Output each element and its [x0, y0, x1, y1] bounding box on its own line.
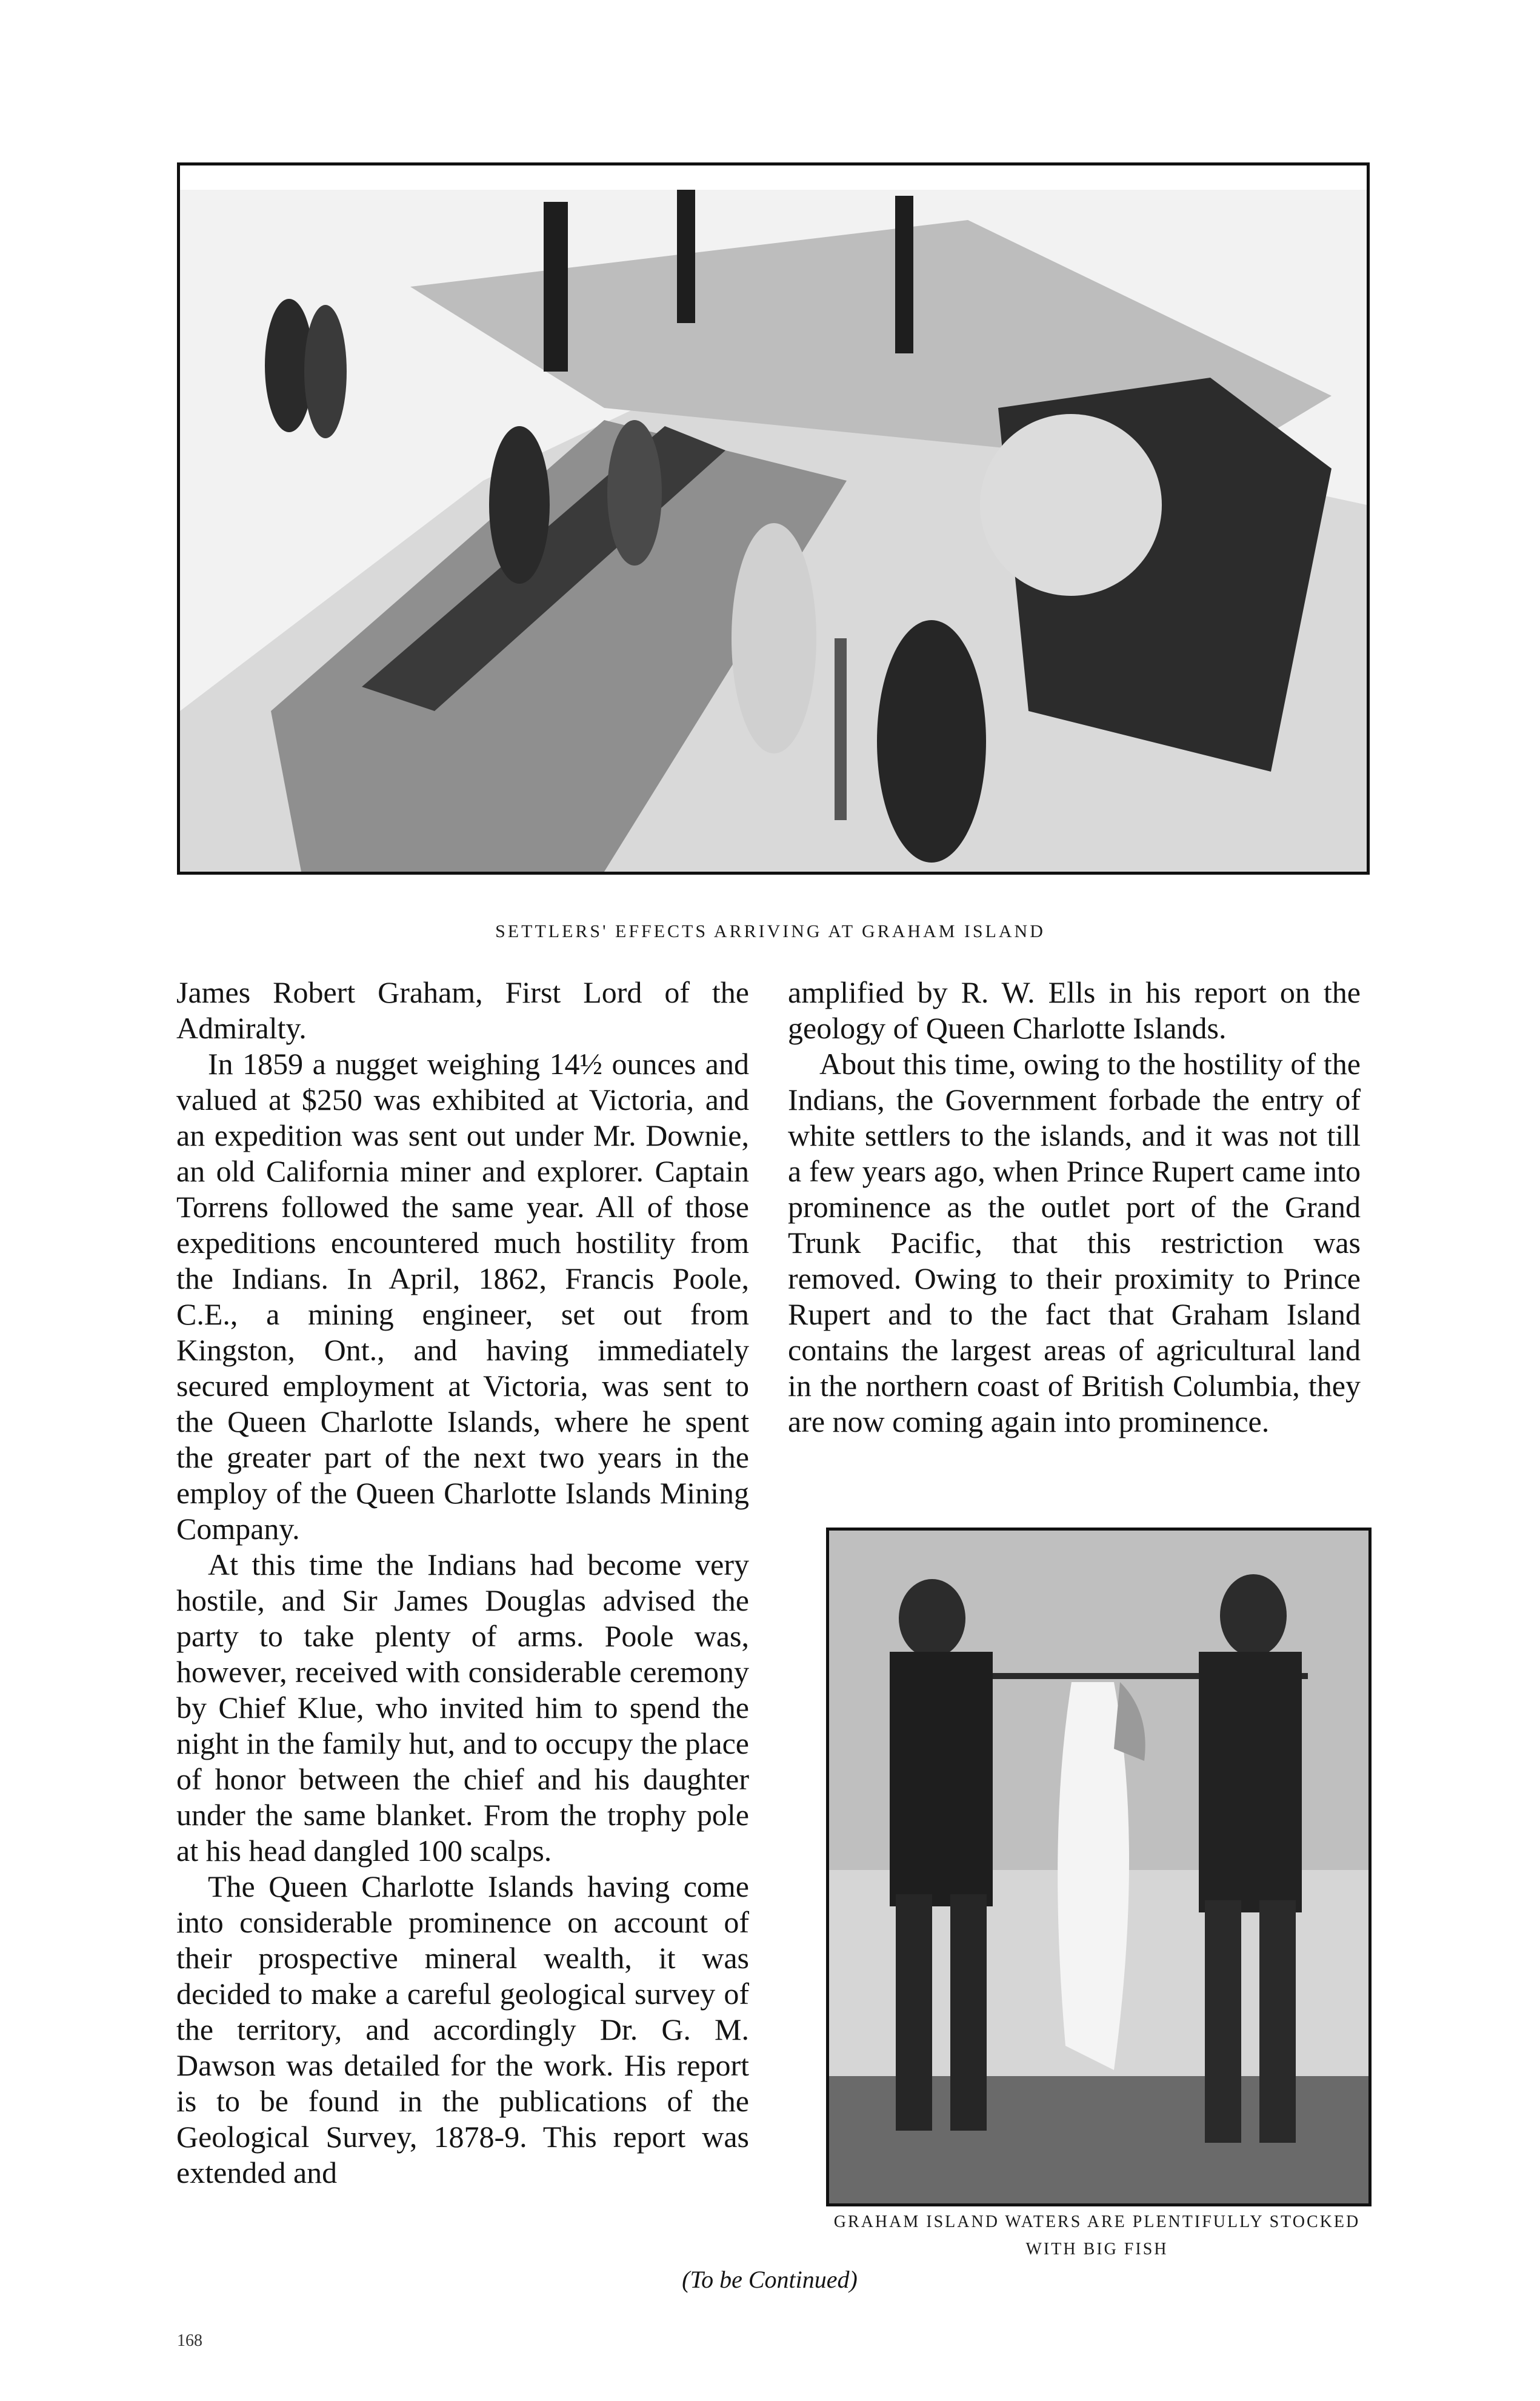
paragraph: At this time the Indians had become very hostile, and Sir James Douglas advised the party to take plenty of arms. Poole was, however, received with considerable ceremony by Chief Klue, who invited him to spend the night in the family hut, and to occupy the place of honor between the chief and his daughter under the same blanket. From the trophy pole at his head dangled 100 scalps.	[176, 1548, 749, 1868]
left-article-column	[176, 975, 749, 2191]
fish-photo-caption-line1: GRAHAM ISLAND WATERS ARE PLENTIFULLY STOCKED	[833, 2212, 1361, 2231]
paragraph: amplified by R. W. Ells in his report on the geology of Queen Charlotte Islands.	[788, 975, 1361, 1045]
page-number: 168	[177, 2331, 202, 2350]
settlers-photo-caption: SETTLERS' EFFECTS ARRIVING AT GRAHAM ISLAND	[495, 921, 1045, 941]
fish-photo-caption-line2: WITH BIG FISH	[1025, 2240, 1168, 2259]
paragraph: In 1859 a nugget weighing 14½ ounces and valued at $250 was exhibited at Victoria, and an expedition was sent out under Mr. Downie, an old California miner and explorer. Captain Torrens followed the same year. All of those expeditions encountered much hostility from the Indians. In April, 1862, Francis Poole, C.E., a mining engineer, set out from Kingston, Ont., and having immediately secured employment at Victoria, was sent to the Queen Charlotte Islands, where he spent the greater part of the next two years in the employ of the Queen Charlotte Islands Mining Company.	[176, 1047, 749, 1546]
right-article-column	[788, 975, 1361, 1440]
continued-note: (To be Continued)	[682, 2266, 858, 2293]
settlers-photo	[177, 162, 1370, 875]
fish-photo-illustration	[829, 1531, 1368, 2203]
fish-photo	[826, 1528, 1372, 2206]
paragraph: About this time, owing to the hostility of the Indians, the Government forbade the entry of white settlers to the islands, and it was not till a few years ago, when Prince Rupert came into prominence as the outlet port of the Grand Trunk Pacific, that this restriction was removed. Owing to their proximity to Prince Rupert and to the fact that Graham Island contains the largest areas of agricultural land in the northern coast of British Columbia, they are now coming again into prominence.	[788, 1047, 1361, 1438]
paragraph: The Queen Charlotte Islands having come into considerable prominence on account of their prospective mineral wealth, it was decided to make a careful geological survey of the territory, and accordingly Dr. G. M. Dawson was detailed for the work. His report is to be found in the publications of the Geological Survey, 1878-9. This report was extended and	[176, 1869, 749, 2189]
paragraph: James Robert Graham, First Lord of the Admiralty.	[176, 975, 749, 1045]
settlers-photo-illustration	[180, 165, 1367, 872]
